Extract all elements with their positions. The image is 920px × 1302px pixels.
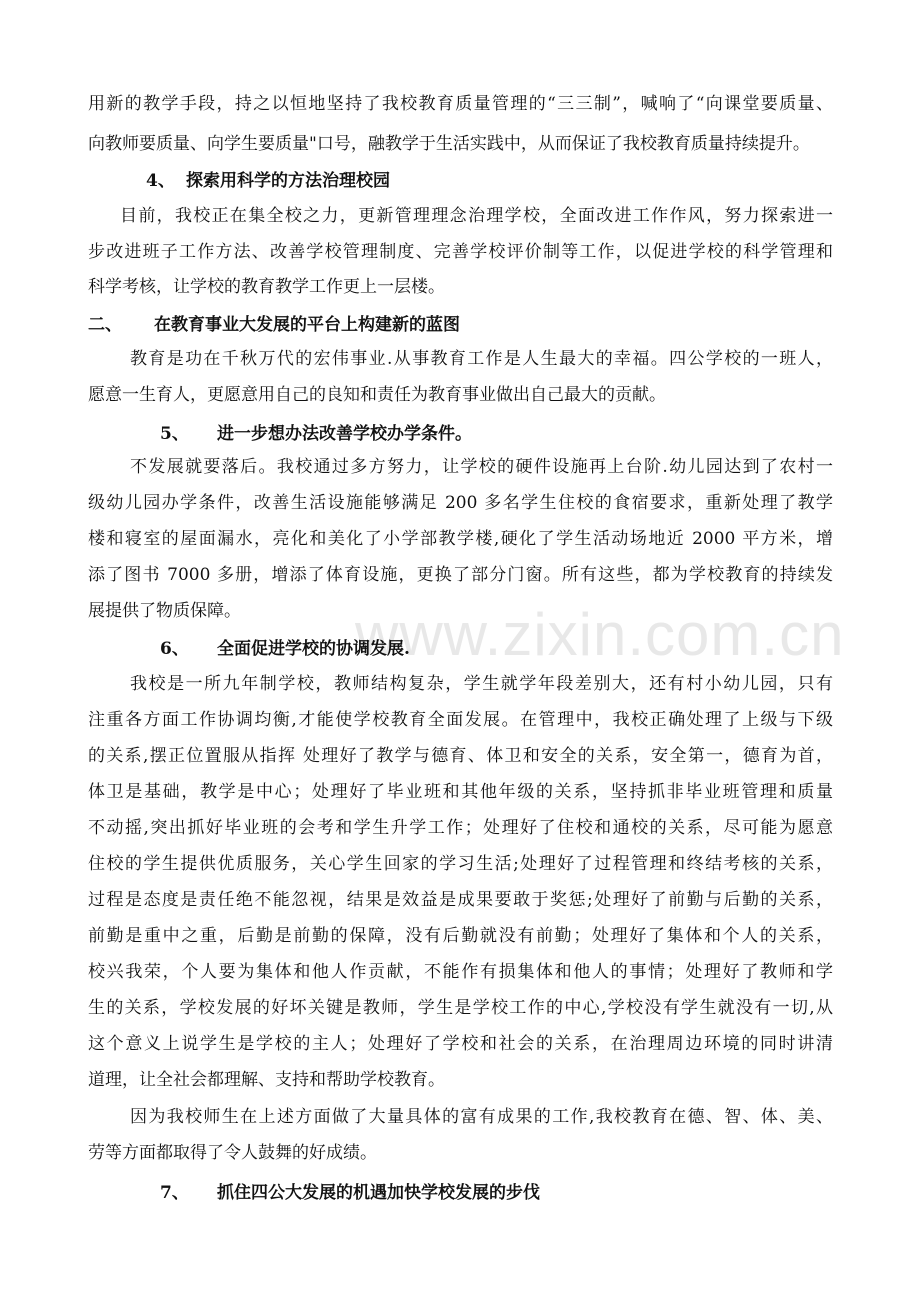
paragraph-line: 科学考核，让学校的教育教学工作更上一层楼。	[88, 277, 445, 297]
paragraph-line: 这个意义上说学生是学校的主人；处理好了学校和社会的关系，在治理周边环境的同时讲清	[88, 1034, 833, 1054]
section-heading-4	[146, 170, 891, 192]
paragraph-line: 前勤是重中之重，后勤是前勤的保障，没有后勤就没有前勤；处理好了集体和个人的关系，	[88, 926, 833, 946]
heading-text: 探索用科学的方法治理校园	[186, 171, 390, 191]
heading-number: 7、	[160, 1183, 189, 1203]
paragraph-line: 愿意一生育人，更愿意用自己的良知和责任为教育事业做出自己最大的贡献。	[88, 385, 666, 405]
heading-text: 抓住四公大发展的机遇加快学校发展的步伐	[217, 1183, 540, 1203]
paragraph-line: 体卫是基础，教学是中心；处理好了毕业班和其他年级的关系，坚持抓非毕业班管理和质量	[88, 782, 833, 802]
paragraph-line: 向教师要质量、向学生要质量"口号，融教学于生活实践中，从而保证了我校教育质量持续提升。	[88, 134, 810, 154]
paragraph-line: 道理，让全社会都理解、支持和帮助学校教育。	[88, 1070, 445, 1090]
heading-number: 6、	[160, 639, 189, 659]
paragraph-line: 生的关系，学校发展的好坏关键是教师，学生是学校工作的中心,学校没有学生就没有一切,从	[88, 998, 833, 1018]
heading-text: 在教育事业大发展的平台上构建新的蓝图	[154, 315, 460, 335]
paragraph-line: 住校的学生提供优质服务，关心学生回家的学习生活;处理好了过程管理和终结考核的关系，	[88, 854, 833, 874]
paragraph-line: 劳等方面都取得了令人鼓舞的好成绩。	[88, 1143, 377, 1163]
paragraph-line: 因为我校师生在上述方面做了大量具体的富有成果的工作,我校教育在德、智、体、美、	[130, 1107, 833, 1127]
paragraph-line: 步改进班子工作方法、改善学校管理制度、完善学校评价制等工作，以促进学校的科学管理和	[88, 242, 833, 262]
paragraph-line: 校兴我荣，个人要为集体和他人作贡献，不能作有损集体和他人的事情；处理好了教师和学	[88, 962, 833, 982]
paragraph-line: 过程是态度是责任绝不能忽视，结果是效益是成果要敢于奖惩;处理好了前勤与后勤的关系，	[88, 890, 833, 910]
heading-number: 4、	[146, 171, 175, 191]
paragraph-line: 目前，我校正在集全校之力，更新管理理念治理学校，全面改进工作作风，努力探索进一	[120, 206, 833, 226]
paragraph-line: 的关系,摆正位置服从指挥 处理好了教学与德育、体卫和安全的关系，安全第一，德育为首，	[88, 746, 833, 766]
heading-number: 5、	[160, 424, 189, 444]
heading-text: 全面促进学校的协调发展.	[217, 639, 410, 659]
section-heading-2	[88, 314, 833, 336]
section-heading-7	[160, 1182, 905, 1204]
paragraph-line: 我校是一所九年制学校，教师结构复杂，学生就学年段差别大，还有村小幼儿园，只有	[130, 674, 833, 694]
section-heading-6	[160, 638, 905, 660]
paragraph-line: 用新的教学手段，持之以恒地坚持了我校教育质量管理的“三三制”，喊响了“向课堂要质量、	[88, 94, 833, 114]
paragraph-line: 不动摇,突出抓好毕业班的会考和学生升学工作；处理好了住校和通校的关系，尽可能为愿意	[88, 818, 833, 838]
paragraph-line: 不发展就要落后。我校通过多方努力，让学校的硬件设施再上台阶.幼儿园达到了农村一	[130, 457, 833, 477]
paragraph-line: 教育是功在千秋万代的宏伟事业.从事教育工作是人生最大的幸福。四公学校的一班人，	[130, 349, 833, 369]
paragraph-line: 楼和寝室的屋面漏水，亮化和美化了小学部教学楼,硬化了学生活动场地近 2000 平方米，增	[88, 529, 833, 549]
heading-number: 二、	[88, 315, 122, 335]
section-heading-5	[160, 423, 905, 445]
paragraph-line: 注重各方面工作协调均衡,才能使学校教育全面发展。在管理中，我校正确处理了上级与下级	[88, 710, 833, 730]
paragraph-line: 展提供了物质保障。	[88, 601, 241, 621]
paragraph-line: 级幼儿园办学条件，改善生活设施能够满足 200 多名学生住校的食宿要求，重新处理了教学	[88, 493, 833, 513]
heading-text: 进一步想办法改善学校办学条件。	[217, 424, 472, 444]
watermark: www.zixin.com.cn	[355, 601, 845, 668]
paragraph-line: 添了图书 7000 多册，增添了体育设施，更换了部分门窗。所有这些，都为学校教育的持续发	[88, 565, 833, 585]
